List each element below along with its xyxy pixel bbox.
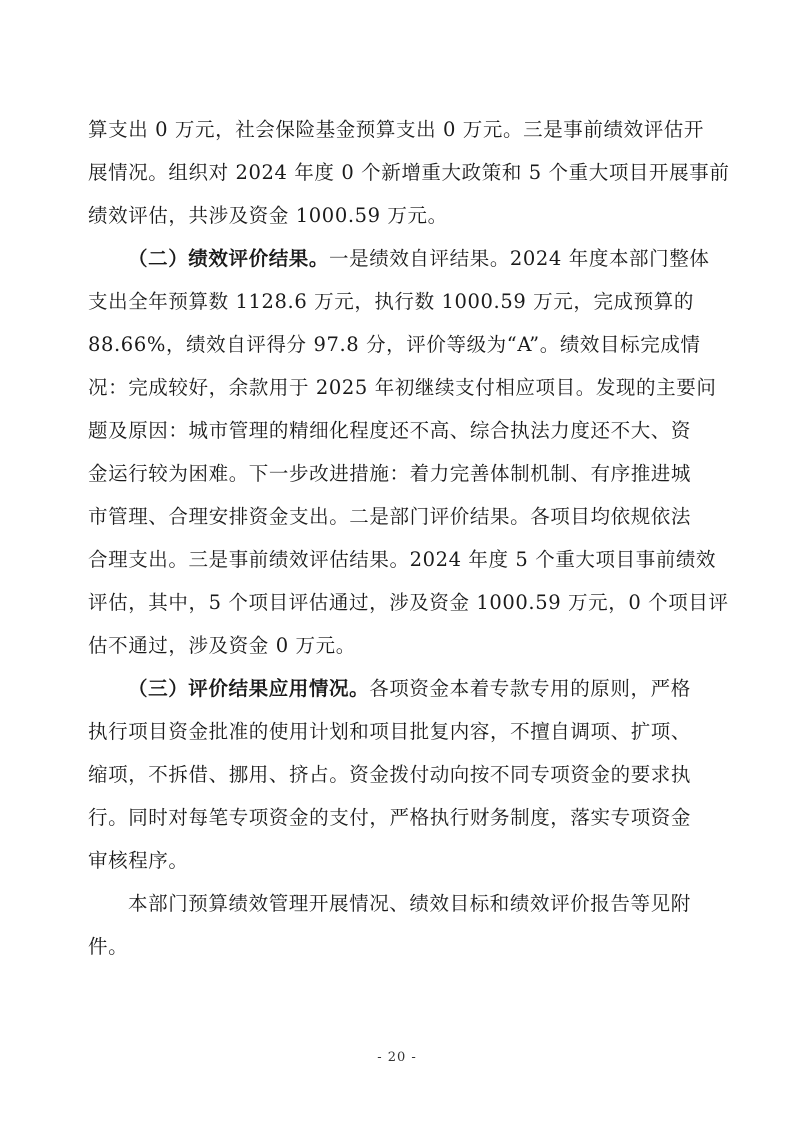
- para2-line-2: 88.66%，绩效自评得分 97.8 分，评价等级为“A”。绩效目标完成情: [88, 333, 701, 356]
- para4-line-2: 件。: [88, 935, 129, 958]
- para3-first-line-text: 各项资金本着专款专用的原则，严格: [369, 677, 691, 700]
- para3-line-4: 审核程序。: [88, 849, 189, 872]
- section-heading-3: （三）评价结果应用情况。: [128, 677, 370, 700]
- para1-line-1: 算支出 0 万元，社会保险基金预算支出 0 万元。三是事前绩效评估开: [88, 118, 705, 141]
- para2-first-line-text: 一是绩效自评结果。2024 年度本部门整体: [329, 247, 710, 270]
- para3-line-3: 行。同时对每笔专项资金的支付，严格执行财务制度，落实专项资金: [88, 806, 692, 829]
- para2-line-1: 支出全年预算数 1128.6 万元，执行数 1000.59 万元，完成预算的: [88, 290, 694, 313]
- para2-line-6: 市管理、合理安排资金支出。二是部门评价结果。各项目均依规依法: [88, 505, 692, 528]
- para1-line-2: 展情况。组织对 2024 年度 0 个新增重大政策和 5 个重大项目开展事前: [88, 161, 730, 184]
- para4-line-1: 本部门预算绩效管理开展情况、绩效目标和绩效评价报告等见附: [128, 892, 691, 915]
- para2-line-9: 估不通过，涉及资金 0 万元。: [88, 634, 356, 657]
- para3-line-1: 执行项目资金批准的使用计划和项目批复内容，不擅自调项、扩项、: [88, 720, 692, 743]
- para2-line-7: 合理支出。三是事前绩效评估结果。2024 年度 5 个重大项目事前绩效: [88, 548, 717, 571]
- para2-line-8: 评估，其中，5 个项目评估通过，涉及资金 1000.59 万元，0 个项目评: [88, 591, 729, 614]
- para1-line-3: 绩效评估，共涉及资金 1000.59 万元。: [88, 204, 448, 227]
- para2-line-3: 况：完成较好，余款用于 2025 年初继续支付相应项目。发现的主要问: [88, 376, 717, 399]
- para3-line-2: 缩项，不拆借、挪用、挤占。资金拨付动向按不同专项资金的要求执: [88, 763, 692, 786]
- section-heading-2: （二）绩效评价结果。: [128, 247, 330, 270]
- page-number: - 20 -: [377, 1050, 417, 1065]
- para3-first-line: [128, 677, 691, 701]
- para2-line-4: 题及原因：城市管理的精细化程度还不高、综合执法力度还不大、资: [88, 419, 692, 442]
- para2-first-line: [128, 247, 709, 271]
- para2-line-5: 金运行较为困难。下一步改进措施：着力完善体制机制、有序推进城: [88, 462, 692, 485]
